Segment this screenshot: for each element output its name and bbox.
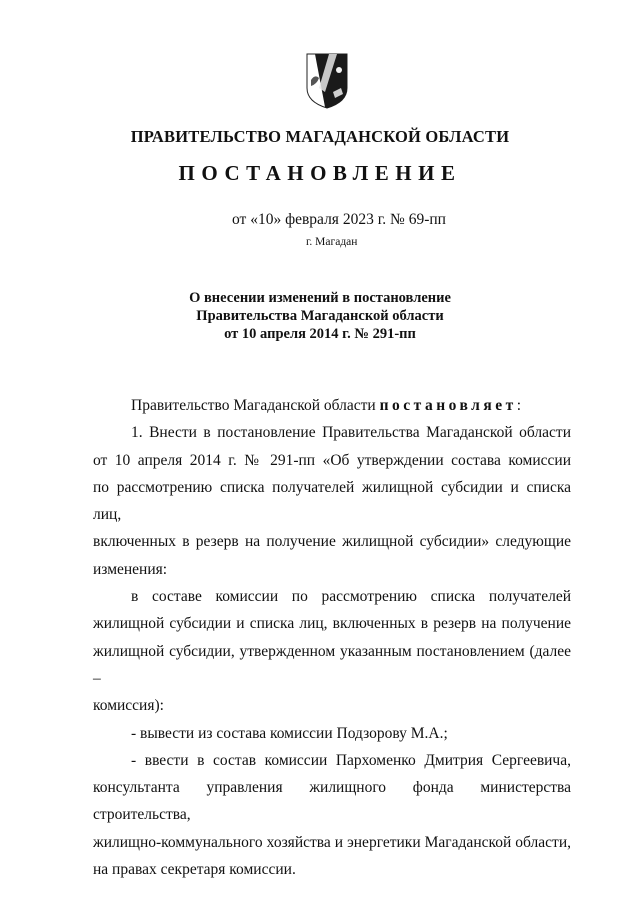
government-title: ПРАВИТЕЛЬСТВО МАГАДАНСКОЙ ОБЛАСТИ: [130, 127, 510, 146]
paragraph-line: жилищной субсидии, утвержденном указанным постановлением (далее –: [93, 642, 571, 687]
paragraph-line: - ввести в состав комиссии Пархоменко Дмитрия Сергеевича,: [131, 751, 571, 769]
paragraph-line: комиссия):: [93, 697, 164, 715]
paragraph-line: жилищной субсидии и списка лиц, включенных в резерв на получение: [93, 615, 571, 633]
coat-of-arms-icon: [303, 52, 351, 110]
paragraph-line: 1. Внести в постановление Правительства Магаданской области: [131, 424, 571, 442]
intro-paragraph: [93, 392, 571, 419]
intro-keyword: постановляет: [379, 397, 517, 414]
paragraph-line: - вывести из состава комиссии Подзорову М.А.;: [131, 724, 448, 742]
paragraph-line: от 10 апреля 2014 г. № 291-пп «Об утверждении состава комиссии: [93, 451, 571, 469]
paragraph-line: в составе комиссии по рассмотрению списка получателей: [131, 588, 571, 606]
paragraph-1: [93, 419, 571, 583]
paragraph-line: на правах секретаря комиссии.: [93, 861, 296, 879]
paragraph-line: жилищно-коммунального хозяйства и энергетики Магаданской области,: [93, 833, 571, 851]
document-date-number: от «10» февраля 2023 г. № 69-пп: [232, 211, 446, 228]
document-type-heading: ПОСТАНОВЛЕНИЕ: [178, 161, 462, 185]
paragraph-line: по рассмотрению списка получателей жилищной субсидии и списка лиц,: [93, 478, 571, 524]
subject-line: О внесении изменений в постановление: [189, 290, 451, 306]
document-body: [93, 392, 571, 883]
intro-suffix: :: [516, 397, 522, 414]
document-city: г. Магадан: [306, 236, 358, 248]
paragraph-4: [93, 747, 571, 883]
subject-line: от 10 апреля 2014 г. № 291-пп: [224, 326, 416, 342]
intro-prefix: Правительство Магаданской области: [131, 397, 380, 414]
paragraph-line: изменения:: [93, 560, 168, 578]
paragraph-3: [93, 720, 571, 747]
subject-line: Правительства Магаданской области: [196, 308, 444, 324]
paragraph-line: включенных в резерв на получение жилищной субсидии» следующие: [93, 533, 571, 551]
paragraph-line: консультанта управления жилищного фонда министерства строительства,: [93, 779, 571, 824]
coat-of-arms-emblem: [303, 52, 351, 110]
document-subject: [0, 289, 640, 343]
paragraph-2: [93, 583, 571, 719]
